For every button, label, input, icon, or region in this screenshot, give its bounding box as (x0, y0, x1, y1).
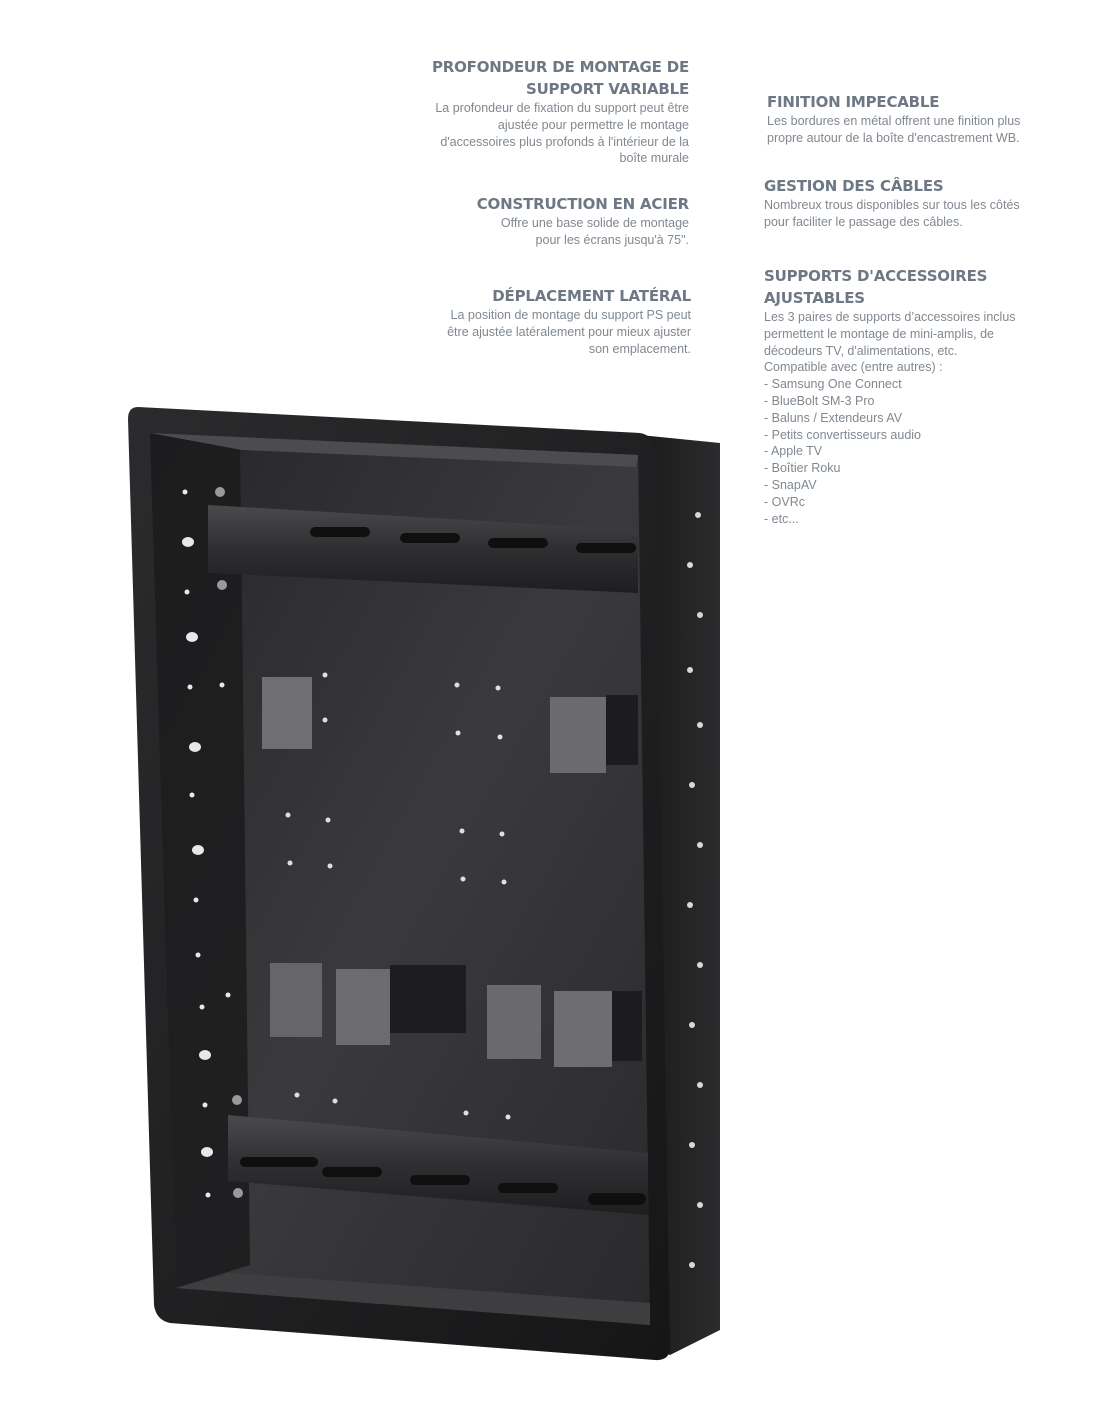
feature-steel (380, 193, 689, 249)
feature-description: La position de montage du support PS peut être ajustée latéralement pour mieux ajuster son emplacement. (447, 308, 691, 356)
feature-description: Les bordures en métal offrent une finition plus propre autour de la boîte d'encastrement WB. (767, 114, 1021, 145)
feature-mount-depth (380, 56, 689, 167)
feature-title: CONSTRUCTION EN ACIER (476, 195, 689, 213)
feature-title: DÉPLACEMENT LATÉRAL (492, 287, 691, 305)
feature-title: PROFONDEUR DE MONTAGE DE SUPPORT VARIABLE (431, 58, 689, 98)
feature-title: SUPPORTS D'ACCESSOIRES AJUSTABLES (764, 267, 988, 307)
feature-finish (767, 91, 1087, 147)
feature-cables (764, 175, 1084, 231)
feature-lateral (380, 285, 691, 357)
wall-box-image (110, 395, 750, 1370)
feature-accessories (764, 265, 1084, 527)
feature-description: La profondeur de fixation du support peut être ajustée pour permettre le montage d'accessoires plus profonds à l'intérieur de la boîte murale (435, 101, 689, 166)
feature-title: GESTION DES CÂBLES (764, 177, 944, 195)
feature-title: FINITION IMPECABLE (767, 93, 940, 111)
feature-description: Offre une base solide de montage pour les écrans jusqu'à 75". (500, 216, 689, 247)
feature-description: Les 3 paires de supports d’accessoires inclus permettent le montage de mini-amplis, de décodeurs TV, d'alimentations, etc. Compatible avec (entre autres) : - Samsung One Connect - BlueBolt SM-3 Pro - Baluns / Extendeurs AV - Petits convertisseurs audio - Apple TV - Boîtier Roku - SnapAV - OVRc - etc... (764, 310, 1016, 526)
feature-description: Nombreux trous disponibles sur tous les côtés pour faciliter le passage des câbles. (764, 198, 1020, 229)
